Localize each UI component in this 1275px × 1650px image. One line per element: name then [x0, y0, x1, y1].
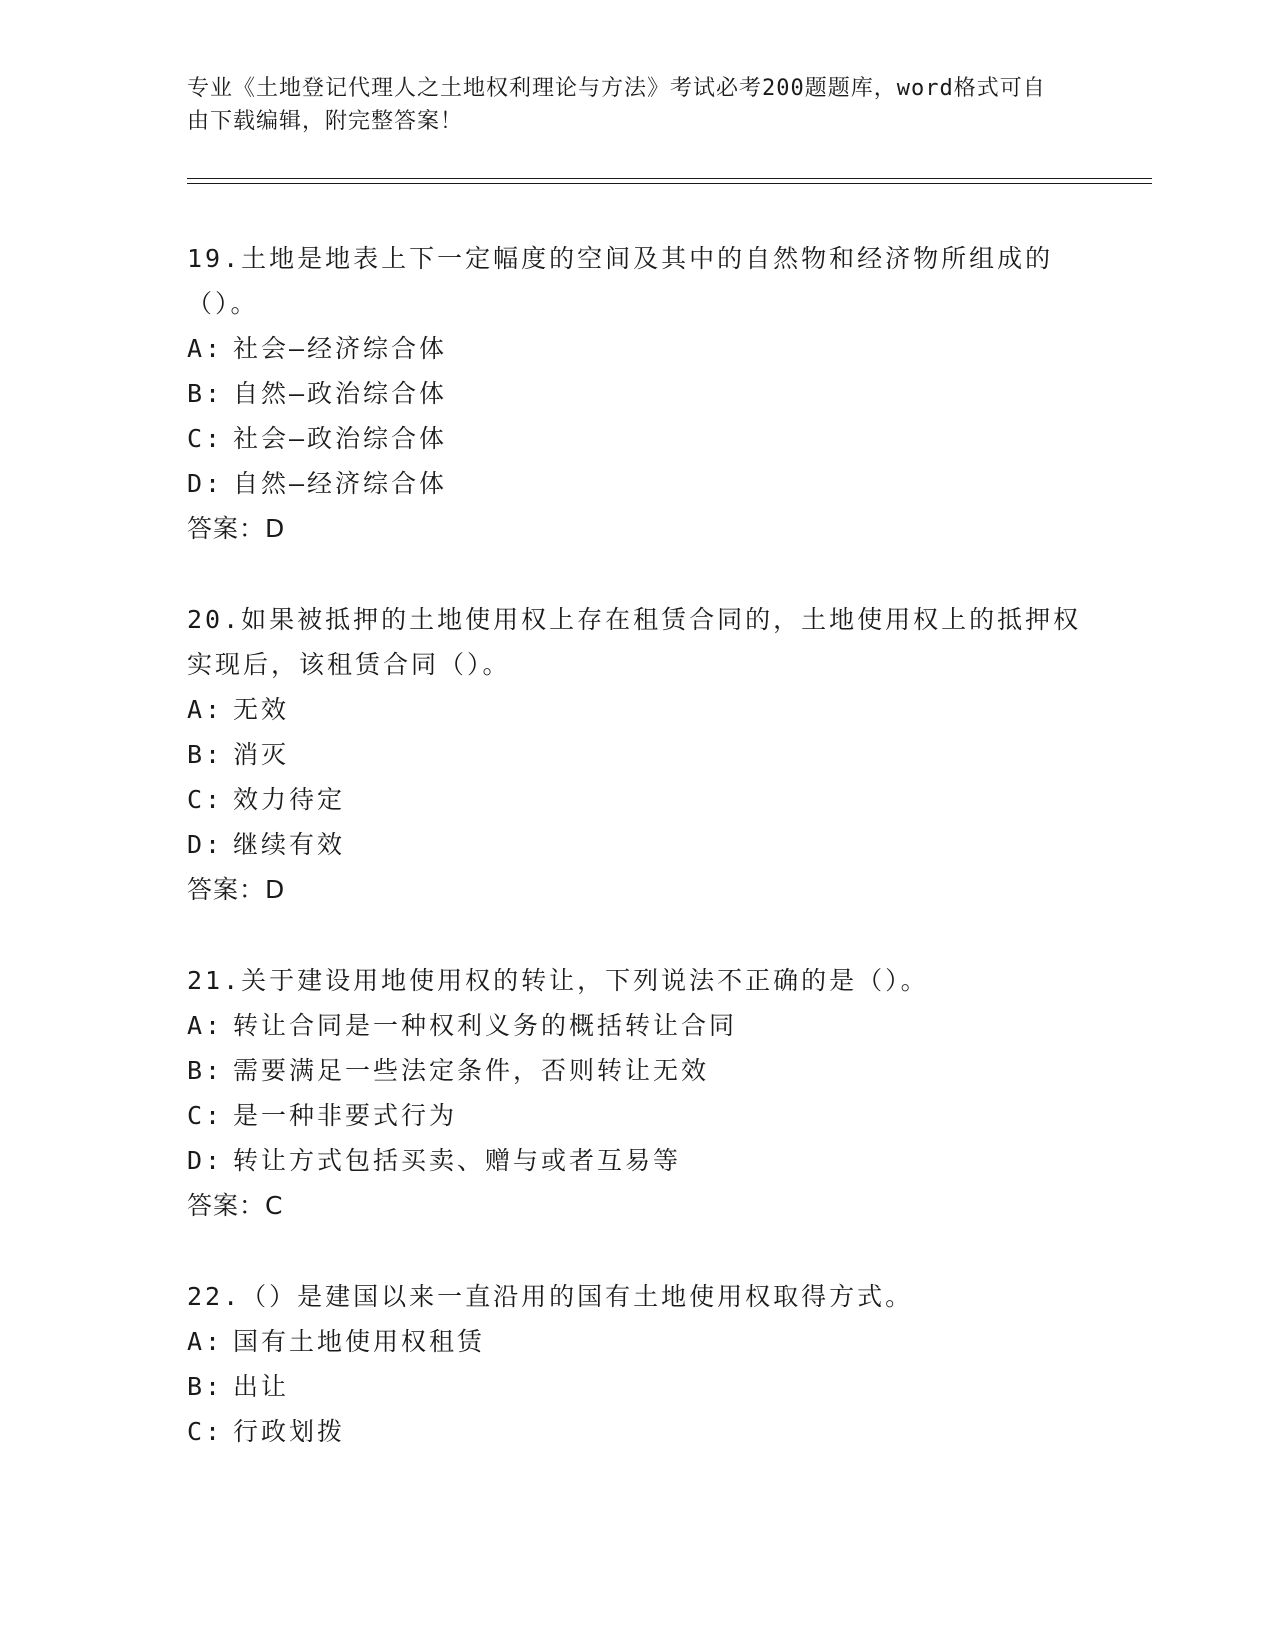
- option-text: 行政划拨: [233, 1417, 346, 1446]
- option-text: 需要满足一些法定条件，否则转让无效: [233, 1056, 710, 1085]
- option-letter: B:: [187, 1056, 224, 1085]
- option-b: [187, 371, 1087, 416]
- option-text: 国有土地使用权租赁: [233, 1327, 486, 1356]
- option-d: [187, 822, 1087, 867]
- header-rule-top: [187, 178, 1152, 179]
- option-text: 转让合同是一种权利义务的概括转让合同: [233, 1011, 738, 1040]
- question-stem: 22.（）是建国以来一直沿用的国有土地使用权取得方式。: [187, 1282, 914, 1311]
- question-list: [187, 236, 1087, 1500]
- option-letter: D:: [187, 1146, 224, 1175]
- option-d: [187, 1138, 1087, 1183]
- option-text: 是一种非要式行为: [233, 1101, 458, 1130]
- option-letter: C:: [187, 424, 224, 453]
- option-c: [187, 1409, 1087, 1454]
- option-letter: A:: [187, 334, 224, 363]
- option-a: [187, 1003, 1087, 1048]
- option-text: 继续有效: [233, 830, 346, 859]
- option-c: [187, 1093, 1087, 1138]
- option-d: [187, 461, 1087, 506]
- header-rule-bottom: [187, 183, 1152, 184]
- option-c: [187, 416, 1087, 461]
- option-letter: C:: [187, 785, 224, 814]
- option-c: [187, 777, 1087, 822]
- option-a: [187, 1319, 1087, 1364]
- question-21: [187, 958, 1087, 1228]
- question-stem: 20.如果被抵押的土地使用权上存在租赁合同的，土地使用权上的抵押权实现后，该租赁合同（）。: [187, 605, 1082, 679]
- option-a: [187, 687, 1087, 732]
- question-20: [187, 597, 1087, 912]
- option-letter: A:: [187, 1327, 224, 1356]
- option-text: 消灭: [233, 740, 290, 769]
- option-a: [187, 326, 1087, 371]
- option-b: [187, 1048, 1087, 1093]
- option-text: 社会—政治综合体: [233, 424, 448, 453]
- option-text: 转让方式包括买卖、赠与或者互易等: [233, 1146, 682, 1175]
- option-letter: A:: [187, 695, 224, 724]
- answer-line: 答案：D: [187, 514, 286, 543]
- option-letter: D:: [187, 469, 224, 498]
- option-b: [187, 732, 1087, 777]
- option-text: 自然—经济综合体: [233, 469, 448, 498]
- option-letter: A:: [187, 1011, 224, 1040]
- question-22: [187, 1274, 1087, 1454]
- answer-line: 答案：C: [187, 1191, 284, 1220]
- question-stem: 19.土地是地表上下一定幅度的空间及其中的自然物和经济物所组成的（）。: [187, 244, 1054, 318]
- option-text: 自然—政治综合体: [233, 379, 448, 408]
- option-letter: C:: [187, 1417, 224, 1446]
- answer-line: 答案：D: [187, 875, 286, 904]
- option-b: [187, 1364, 1087, 1409]
- option-letter: B:: [187, 379, 224, 408]
- option-letter: D:: [187, 830, 224, 859]
- option-text: 出让: [233, 1372, 290, 1401]
- option-letter: C:: [187, 1101, 224, 1130]
- option-letter: B:: [187, 740, 224, 769]
- option-letter: B:: [187, 1372, 224, 1401]
- option-text: 无效: [233, 695, 290, 724]
- document-header: 专业《土地登记代理人之土地权利理论与方法》考试必考200题题库，word格式可自由下载编辑，附完整答案！: [187, 76, 1046, 134]
- option-text: 效力待定: [233, 785, 346, 814]
- question-19: [187, 236, 1087, 551]
- question-stem: 21.关于建设用地使用权的转让，下列说法不正确的是（）。: [187, 966, 929, 995]
- option-text: 社会—经济综合体: [233, 334, 448, 363]
